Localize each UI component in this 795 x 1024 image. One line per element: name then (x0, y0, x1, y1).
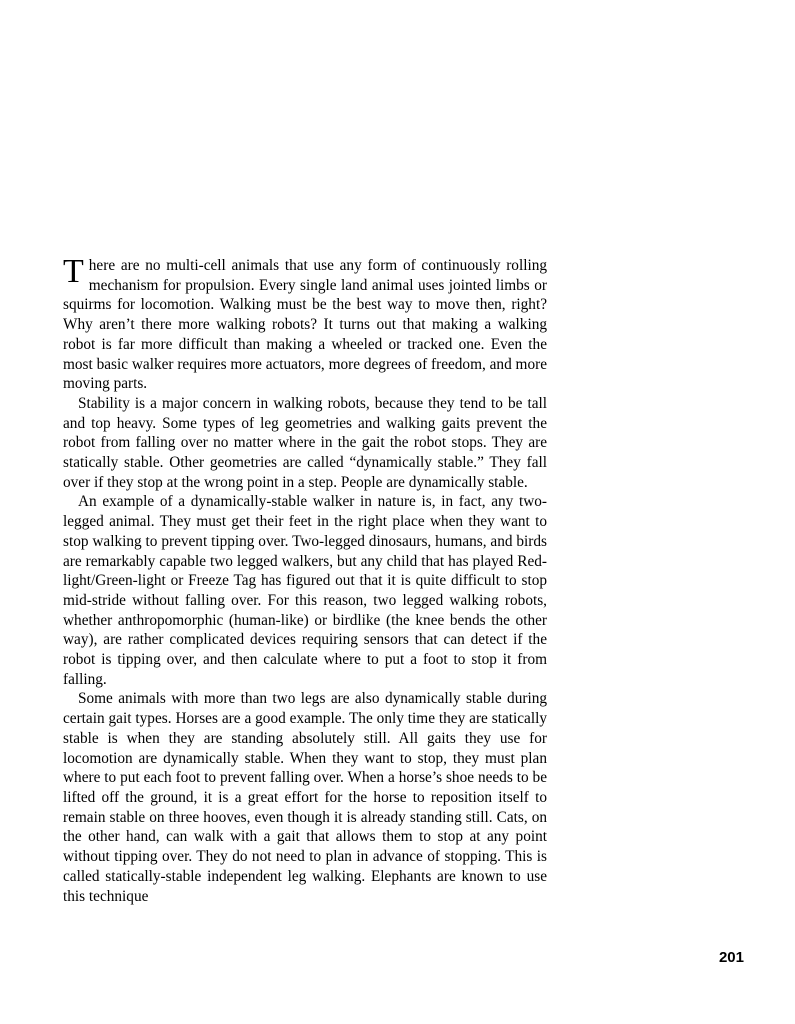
paragraph: An example of a dynamically-stable walker in nature is, in fact, any two-legged animal. They must get their feet in the right place when they want to stop walking to prevent tipping over. Two-legged dinosaurs, humans, and birds are remarkably capable two legged walkers, but any child that has played Red-light/Green-light or Freeze Tag has figured out that it is quite difficult to stop mid-stride without falling over. For this reason, two legged walking robots, whether anthropomorphic (human-like) or birdlike (the knee bends the other way), are rather complicated devices requiring sensors that can detect if the robot is tipping over, and then calculate where to put a foot to stop it from falling. (63, 493, 547, 688)
paragraph-text: here are no multi-cell animals that use any form of continuously rolling mechanism for propulsion. Every single land animal uses jointed limbs or squirms for locomotion. Walking must be the best way to move then, right? Why aren’t there more walking robots? It turns out that making a walking robot is far more difficult than making a wheeled or tracked one. Even the most basic walker requires more actuators, more degrees of freedom, and more moving parts. (63, 257, 547, 393)
paragraph: Some animals with more than two legs are also dynamically stable during certain gait types. Horses are a good example. The only time they are statically stable is when they are standing absolutely still. All gaits they use for locomotion are dynamically stable. When they want to stop, they must plan where to put each foot to prevent falling over. When a horse’s shoe needs to be lifted off the ground, it is a great effort for the horse to reposition itself to remain stable on three hooves, even though it is already standing still. Cats, on the other hand, can walk with a gait that allows them to stop at any point without tipping over. They do not need to plan in advance of stopping. This is called statically-stable independent leg walking. Elephants are known to use this technique (63, 690, 547, 905)
paragraph-opening (63, 253, 547, 394)
body-text (63, 253, 547, 906)
page-number: 201 (718, 949, 744, 966)
drop-cap: T (63, 253, 84, 290)
paragraph: Stability is a major concern in walking robots, because they tend to be tall and top heavy. Some types of leg geometries and walking gaits prevent the robot from falling over no matter where in the gait the robot stops. They are statically stable. Other geometries are called “dynamically stable.” They fall over if they stop at the wrong point in a step. People are dynamically stable. (63, 394, 547, 491)
